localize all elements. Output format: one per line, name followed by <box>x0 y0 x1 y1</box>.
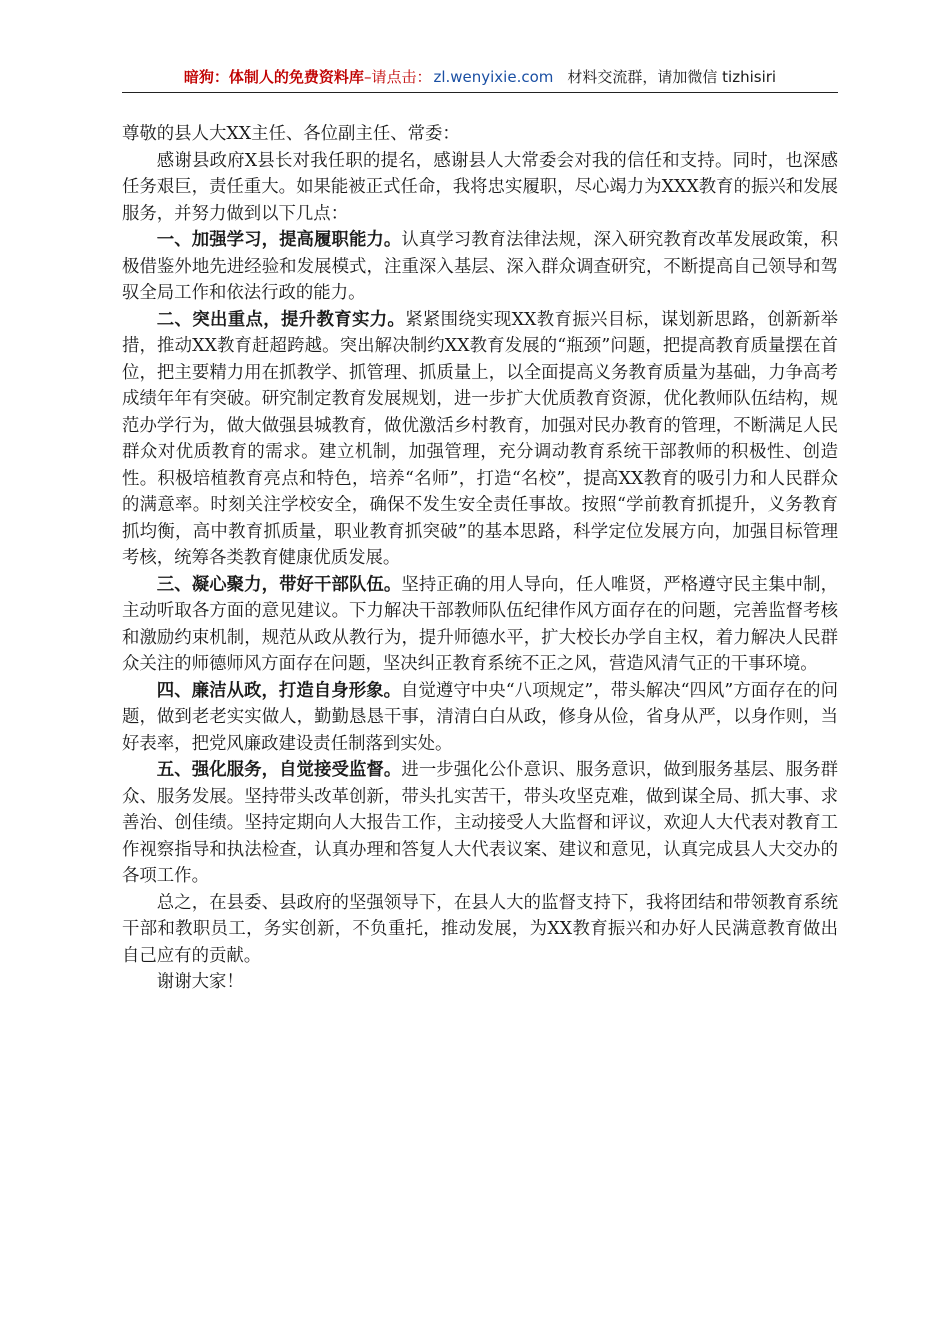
conclusion-paragraph: 总之，在县委、县政府的坚强领导下，在县人大的监督支持下，我将团结和带领教育系统干部和教职员工，务实创新，不负重托，推动发展，为XX教育振兴和办好人民满意教育做出自己应有的贡献。 <box>122 892 838 966</box>
header-site-name: 暗狗：体制人的免费资料库 <box>183 68 364 86</box>
page-header <box>122 66 838 93</box>
point-text-5: 进一步强化公仆意识、服务意识，做到服务基层、服务群众、服务发展。坚持带头改革创新，带头扎实苦干，带头攻坚克难，做到谋全局、抓大事、求善治、创佳绩。坚持定期向人大报告工作，主动接受人大监督和评议，欢迎人大代表对教育工作视察指导和执法检查，认真办理和答复人大代表议案、建议和意见，认真完成县人大交办的各项工作。 <box>122 760 838 886</box>
point-heading-1: 一、加强学习，提高履职能力。 <box>156 230 402 250</box>
point-text-4: 自觉遵守中央“八项规定”，带头解决“四风”方面存在的问题，做到老老实实做人，勤勤恳恳干事，清清白白从政，修身从俭，省身从严，以身作则，当好表率，把党风廉政建设责任制落到实处。 <box>122 680 838 754</box>
point-heading-3: 三、凝心聚力，带好干部队伍。 <box>156 574 402 595</box>
point-heading-2: 二、突出重点，提升教育实力。 <box>156 309 406 330</box>
point-text-1: 认真学习教育法律法规，深入研究教育改革发展政策，积极借鉴外地先进经验和发展模式，注重深入基层、深入群众调查研究，不断提高自己领导和驾驭全局工作和依法行政的能力。 <box>122 230 838 303</box>
header-prompt: –请点击： <box>363 68 432 86</box>
point-heading-4: 四、廉洁从政，打造自身形象。 <box>156 680 402 701</box>
closing-line: 谢谢大家！ <box>156 972 244 992</box>
point-paragraph-5 <box>122 757 838 890</box>
point-text-3: 坚持正确的用人导向，任人唯贤，严格遵守民主集中制，主动听取各方面的意见建议。下力解决干部教师队伍纪律作风方面存在的问题，完善监督考核和激励约束机制，规范从政从教行为，提升师德水平，扩大校长办学自主权，着力解决人民群众关注的师德师风方面存在问题，坚决纠正教育系统不正之风，营造风清气正的干事环境。 <box>122 574 838 674</box>
intro-paragraph: 感谢县政府X县长对我任职的提名，感谢县人大常委会对我的信任和支持。同时，也深感任务艰巨，责任重大。如果能被正式任命，我将忠实履职，尽心竭力为XXX教育的振兴和发展服务，并努力做到以下几点： <box>122 150 838 224</box>
header-url-link[interactable]: zl.wenyixie.com <box>433 68 554 86</box>
document-body <box>122 121 838 996</box>
header-contact: 材料交流群，请加微信 tizhisiri <box>567 68 777 86</box>
point-heading-5: 五、强化服务，自觉接受监督。 <box>156 760 402 780</box>
point-paragraph-4 <box>122 678 838 758</box>
point-paragraph-1 <box>122 227 838 307</box>
point-text-2: 紧紧围绕实现XX教育振兴目标，谋划新思路，创新新举措，推动XX教育赶超跨越。突出解决制约XX教育发展的“瓶颈”问题，把提高教育质量摆在首位，把主要精力用在抓教学、抓管理、抓质量上，以全面提高义务教育质量为基础，力争高考成绩年年有突破。研究制定教育发展规划，进一步扩大优质教育资源，优化教师队伍结构，规范办学行为，做大做强县城教育，做优激活乡村教育，加强对民办教育的管理，不断满足人民群众对优质教育的需求。建立机制，加强管理，充分调动教育系统干部教师的积极性、创造性。积极培植教育亮点和特色，培养“名师”，打造“名校”，提高XX教育的吸引力和人民群众的满意率。时刻关注学校安全，确保不发生安全责任事故。按照“学前教育抓提升，义务教育抓均衡，高中教育抓质量，职业教育抓突破”的基本思路，科学定位发展方向，加强目标管理考核，统筹各类教育健康优质发展。 <box>122 309 838 568</box>
point-paragraph-3 <box>122 572 838 678</box>
salutation: 尊敬的县人大XX主任、各位副主任、常委： <box>122 124 460 144</box>
point-paragraph-2 <box>122 307 838 572</box>
